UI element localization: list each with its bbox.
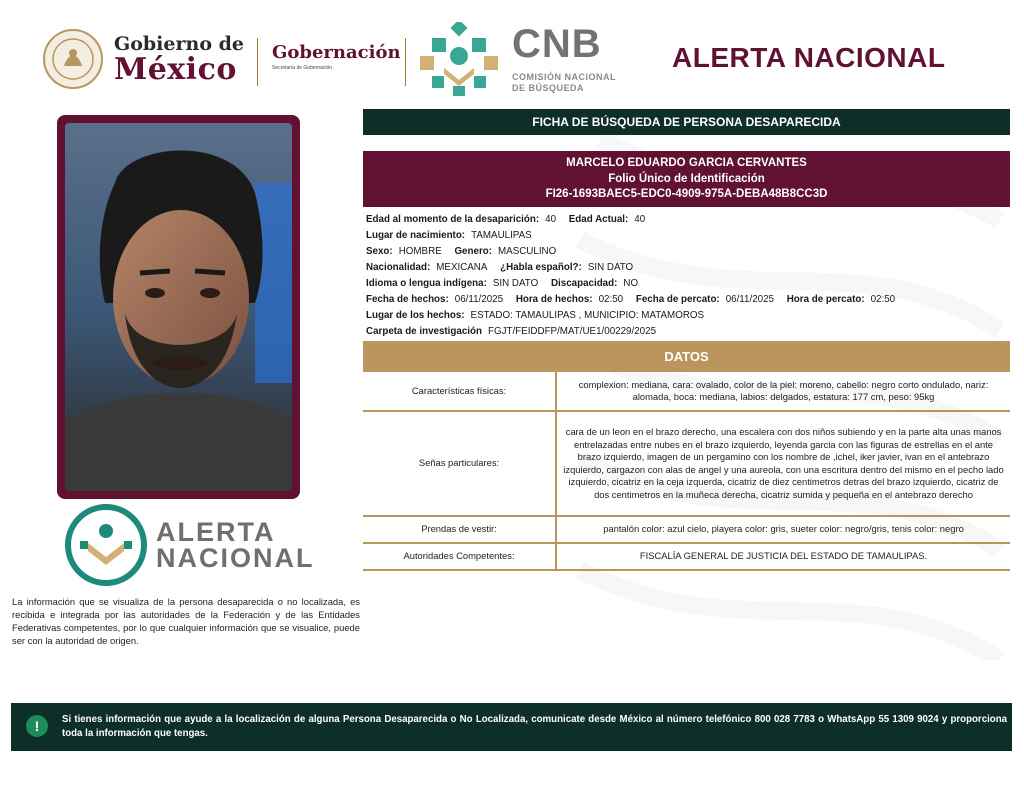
label-nacionalidad: Nacionalidad: — [366, 262, 431, 273]
value-idioma: SIN DATO — [492, 278, 539, 289]
person-photo-frame — [57, 115, 300, 499]
label-sexo: Sexo: — [366, 246, 393, 257]
table-row — [363, 372, 1010, 411]
header-divider — [405, 38, 406, 86]
row-label: Prendas de vestir: — [363, 516, 556, 543]
table-row — [363, 543, 1010, 570]
info-row-idioma — [366, 276, 1010, 292]
value-habla-espanol: SIN DATO — [587, 262, 634, 273]
label-lugar-hechos: Lugar de los hechos: — [366, 310, 465, 321]
value-carpeta: FGJT/FEIDDFP/MAT/UE1/00229/2025 — [487, 326, 657, 337]
value-edad-actual: 40 — [634, 214, 646, 225]
info-row-nacionalidad — [366, 260, 1010, 276]
value-genero: MASCULINO — [498, 246, 557, 257]
info-row-nacimiento — [366, 228, 1010, 244]
label-idioma: Idioma o lengua indígena: — [366, 278, 487, 289]
value-sexo: HOMBRE — [398, 246, 442, 257]
cnb-logo — [420, 22, 640, 96]
label-edad-desaparicion: Edad al momento de la desaparición: — [366, 214, 540, 225]
label-fecha-hechos: Fecha de hechos: — [366, 294, 449, 305]
cnb-line2: DE BÚSQUEDA — [512, 83, 585, 93]
table-row — [363, 516, 1010, 543]
datos-table — [363, 372, 1010, 571]
person-name-block — [363, 151, 1010, 207]
info-row-edad — [366, 212, 1010, 228]
person-name: MARCELO EDUARDO GARCIA CERVANTES — [566, 157, 807, 169]
info-row-lugar-hechos — [366, 308, 1010, 324]
value-hora-hechos: 02:50 — [598, 294, 624, 305]
alerta-logo-line2: NACIONAL — [156, 543, 315, 573]
table-row — [363, 411, 1010, 516]
gobernacion-title: Gobernación — [272, 42, 401, 63]
cnb-line1: COMISIÓN NACIONAL — [512, 72, 616, 82]
value-discapacidad: NO — [623, 278, 639, 289]
info-row-sexo — [366, 244, 1010, 260]
exclamation-icon: ! — [26, 715, 48, 737]
person-photo — [65, 123, 292, 491]
row-label: Características físicas: — [363, 372, 556, 411]
value-nacionalidad: MEXICANA — [436, 262, 488, 273]
person-info — [366, 212, 1010, 340]
cnb-fullname — [512, 72, 616, 94]
alerta-nacional-emblem-icon — [64, 503, 148, 587]
row-label: Autoridades Competentes: — [363, 543, 556, 570]
gobierno-line2: México — [114, 52, 237, 87]
label-carpeta: Carpeta de investigación — [366, 326, 482, 337]
disclaimer-text: La información que se visualiza de la persona desaparecida o no localizada, es recibida e integrada por las autoridades de la Federación y de las Entidades Federativas competentes, por lo que cualquier información que se visualice, puede ser con la autoridad de origen. — [12, 596, 360, 646]
row-value: complexion: mediana, cara: ovalado, color de la piel: moreno, cabello: negro corto ondulado, nariz: alomada, boca: mediana, labios: delgados, estatura: 177 cm, peso: 95kg — [556, 372, 1010, 411]
value-fecha-hechos: 06/11/2025 — [454, 294, 504, 305]
info-row-fechas — [366, 292, 1010, 308]
value-fecha-percato: 06/11/2025 — [725, 294, 774, 305]
header-divider — [257, 38, 258, 86]
row-value: cara de un leon en el brazo derecho, una escalera con dos niños subiendo y en la parte alta unas manos entrelazadas entre nubes en el brazo izquierdo, leyenda garcia con las figuras de estrellas en el ante brazo izquierdo, imagen de un pergamino con los nombre de ,ichel, iker javier, ivan en el antebrazo izquierdo, cargazon con alas de angel y una aureola, con una escritura dentro del mismo en el pecho lado izquierdo, cicatriz en la ceja izquerda, cicatriz de diez centimetros detras del brazo izquierdo, cicatriz de dos centimetros en la muñeca derecha, cicatriz sumida y pequeña en el antebrazo derecho — [556, 411, 1010, 516]
info-row-carpeta — [366, 324, 1010, 340]
gobierno-line1: Gobierno de — [114, 33, 244, 55]
label-habla-espanol: ¿Habla español?: — [500, 262, 582, 273]
gobernacion-subtitle: Secretaría de Gobernación — [272, 65, 333, 71]
label-hora-percato: Hora de percato: — [786, 294, 865, 305]
ficha-title-bar: FICHA DE BÚSQUEDA DE PERSONA DESAPARECIDA — [363, 109, 1010, 135]
value-hora-percato: 02:50 — [870, 294, 896, 305]
gobernacion-logo — [272, 42, 401, 71]
value-edad-desaparicion: 40 — [545, 214, 557, 225]
cnb-acronym: CNB — [512, 22, 602, 66]
national-seal-icon — [42, 28, 104, 90]
label-edad-actual: Edad Actual: — [568, 214, 629, 225]
folio-label: Folio Único de Identificación — [608, 172, 765, 185]
row-value: pantalón color: azul cielo, playera color: gris, sueter color: negro/gris, tenis color: negro — [556, 516, 1010, 543]
gobierno-de-mexico-logo — [42, 28, 252, 90]
alerta-nacional-title: ALERTA NACIONAL — [672, 42, 946, 73]
alerta-nacional-logo — [64, 503, 314, 587]
row-label: Señas particulares: — [363, 411, 556, 516]
label-discapacidad: Discapacidad: — [550, 278, 618, 289]
cnb-emblem-icon — [420, 22, 498, 96]
value-lugar-hechos: ESTADO: TAMAULIPAS , MUNICIPIO: MATAMOROS — [470, 310, 705, 321]
label-hora-hechos: Hora de hechos: — [515, 294, 593, 305]
alerta-logo-line1: ALERTA — [156, 517, 276, 547]
label-genero: Genero: — [454, 246, 492, 257]
folio-value: FI26-1693BAEC5-EDC0-4909-975A-DEBA48B8CC3D — [545, 188, 828, 200]
datos-title-bar: DATOS — [363, 341, 1010, 372]
footer-contact-text: Si tienes información que ayude a la localización de alguna Persona Desaparecida o No Localizada, comunicate desde México al número telefónico 800 028 7783 o WhatsApp 55 1309 9024 y proporciona toda la información que tengas. — [62, 714, 1007, 739]
value-lugar-nacimiento: TAMAULIPAS — [471, 230, 532, 241]
row-value: FISCALÍA GENERAL DE JUSTICIA DEL ESTADO DE TAMAULIPAS. — [556, 543, 1010, 570]
label-fecha-percato: Fecha de percato: — [635, 294, 720, 305]
footer-contact-bar — [11, 703, 1012, 751]
label-lugar-nacimiento: Lugar de nacimiento: — [366, 230, 466, 241]
header — [0, 0, 1024, 100]
